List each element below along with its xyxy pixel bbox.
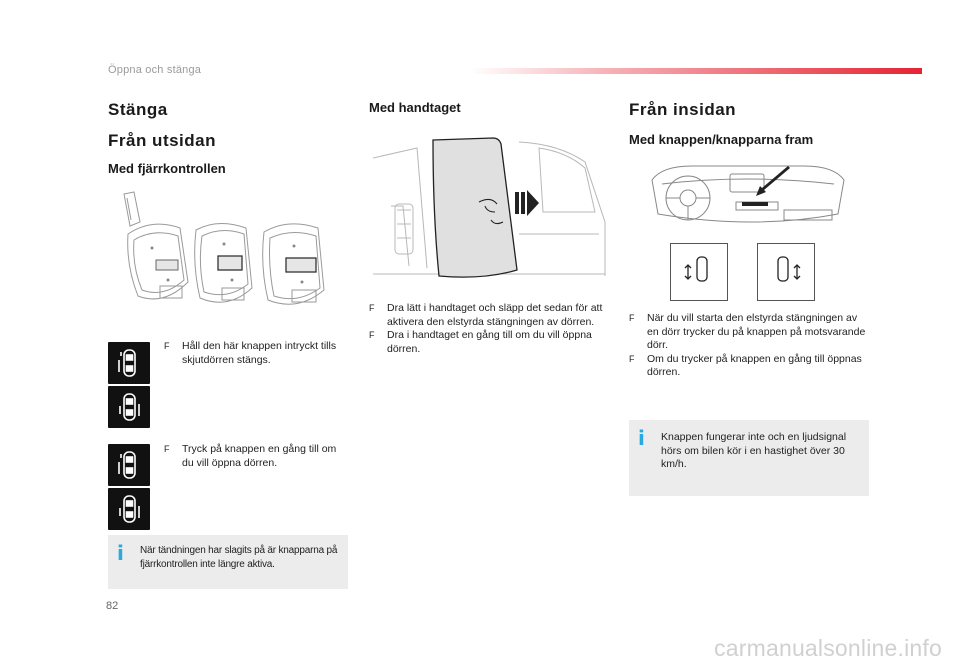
info-text-ignition: När tändningen har slagits på är knapparna på fjärrkontrollen inte längre aktiva.: [140, 545, 338, 570]
bullet-marker: F: [629, 353, 635, 364]
sliding-door-handle-illustration: [369, 134, 609, 284]
left-door-button-icon: [670, 243, 728, 301]
section-title: Öppna och stänga: [108, 64, 202, 76]
info-box-ignition: [108, 535, 348, 589]
door-close-key-icon: [108, 342, 150, 384]
heading-remote: Med fjärrkontrollen: [108, 161, 226, 176]
middle-bullet-list: [369, 302, 609, 356]
info-icon: i: [638, 426, 645, 450]
bullet-marker: F: [369, 303, 375, 313]
bullet-hold-button: F Håll den här knappen intryckt tills skjutdörren stängs.: [164, 340, 337, 366]
door-open-key-icon-2: [108, 488, 150, 530]
right-bullet-list: [629, 312, 869, 380]
dashboard-illustration: [648, 162, 848, 240]
watermark: carmanualsonline.info: [714, 635, 942, 661]
door-close-key-icon-2: [108, 444, 150, 486]
right-bullet-2: F Om du trycker på knappen en gång till öppnas dörren.: [629, 352, 862, 378]
bullet-marker: F: [164, 341, 170, 351]
right-bullet-1: F När du vill starta den elstyrda stängningen av en dörr trycker du på knappen på motsvarande dörr.: [629, 312, 866, 351]
door-open-key-icon: [108, 386, 150, 428]
right-door-button-icon: [757, 243, 815, 301]
header-accent-bar: [470, 68, 922, 74]
heading-from-outside: Från utsidan: [108, 131, 217, 150]
bullet-marker: F: [164, 444, 170, 454]
bullet-marker: F: [369, 330, 375, 340]
heading-front-buttons: Med knappen/knapparna fram: [629, 132, 814, 147]
middle-bullet-2: F Dra i handtaget en gång till om du vill öppna dörren.: [369, 329, 592, 355]
heading-with-handle: Med handtaget: [369, 100, 461, 115]
remote-keys-illustration: [108, 190, 348, 330]
page-number: 82: [106, 600, 119, 612]
info-text-speed: Knappen fungerar inte och en ljudsignal hörs om bilen kör i en hastighet över 30 km/h.: [661, 431, 847, 470]
heading-close: Stänga: [108, 100, 168, 119]
bullet-marker: F: [629, 313, 635, 323]
middle-bullet-1: F Dra lätt i handtaget och släpp det sedan för att aktivera den elstyrda stängningen av dörren.: [369, 302, 603, 328]
heading-from-inside: Från insidan: [629, 100, 737, 119]
info-box-speed: [629, 420, 869, 496]
bullet-press-again: F Tryck på knappen en gång till om du vill öppna dörren.: [164, 443, 337, 469]
info-icon: i: [117, 541, 124, 565]
